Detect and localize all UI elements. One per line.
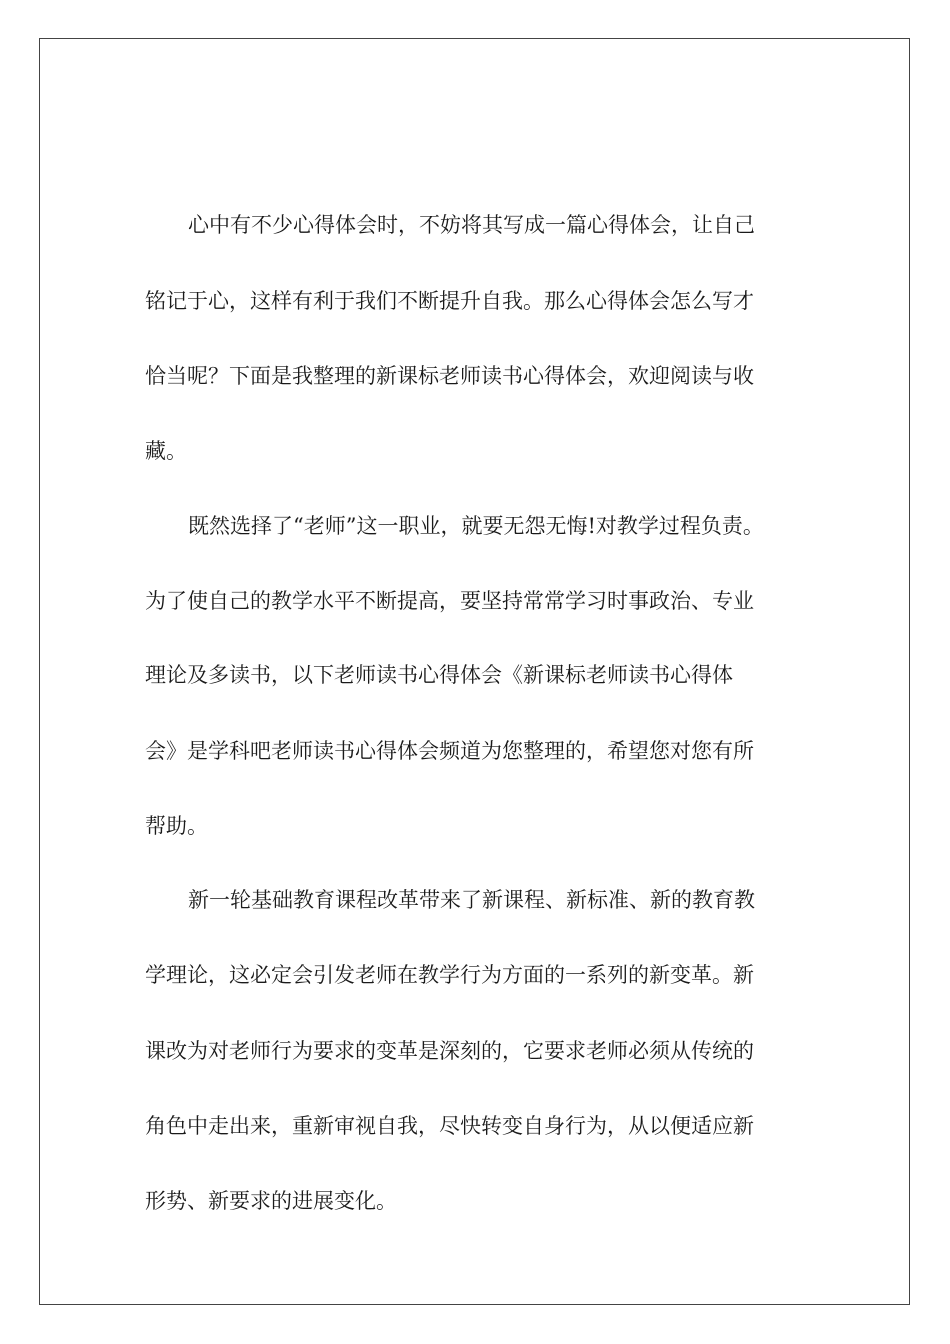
paragraph-3-line-5: 形势、新要求的进展变化。	[145, 1189, 397, 1213]
paragraph-2-line-5: 帮助。	[145, 814, 208, 838]
paragraph-2-line-3: 理论及多读书，以下老师读书心得体会《新课标老师读书心得体	[145, 663, 733, 687]
paragraph-3-line-4: 角色中走出来，重新审视自我，尽快转变自身行为，从以便适应新	[145, 1114, 754, 1138]
paragraph-3-line-1: 新一轮基础教育课程改革带来了新课程、新标准、新的教育教	[188, 888, 755, 912]
paragraph-3-line-2: 学理论，这必定会引发老师在教学行为方面的一系列的新变革。新	[145, 963, 754, 987]
paragraph-1-line-2: 铭记于心，这样有利于我们不断提升自我。那么心得体会怎么写才	[145, 289, 754, 313]
paragraph-1-line-3: 恰当呢？下面是我整理的新课标老师读书心得体会，欢迎阅读与收	[145, 364, 754, 388]
paragraph-2-line-4: 会》是学科吧老师读书心得体会频道为您整理的，希望您对您有所	[145, 739, 754, 763]
paragraph-1-line-1: 心中有不少心得体会时，不妨将其写成一篇心得体会，让自己	[188, 213, 755, 237]
paragraph-1-line-4: 藏。	[145, 439, 187, 463]
paragraph-2-line-2: 为了使自己的教学水平不断提高，要坚持常常学习时事政治、专业	[145, 589, 754, 613]
paragraph-3-line-3: 课改为对老师行为要求的变革是深刻的，它要求老师必须从传统的	[145, 1039, 754, 1063]
paragraph-2-line-1: 既然选择了“老师”这一职业，就要无怨无悔!对教学过程负责。	[188, 514, 764, 538]
